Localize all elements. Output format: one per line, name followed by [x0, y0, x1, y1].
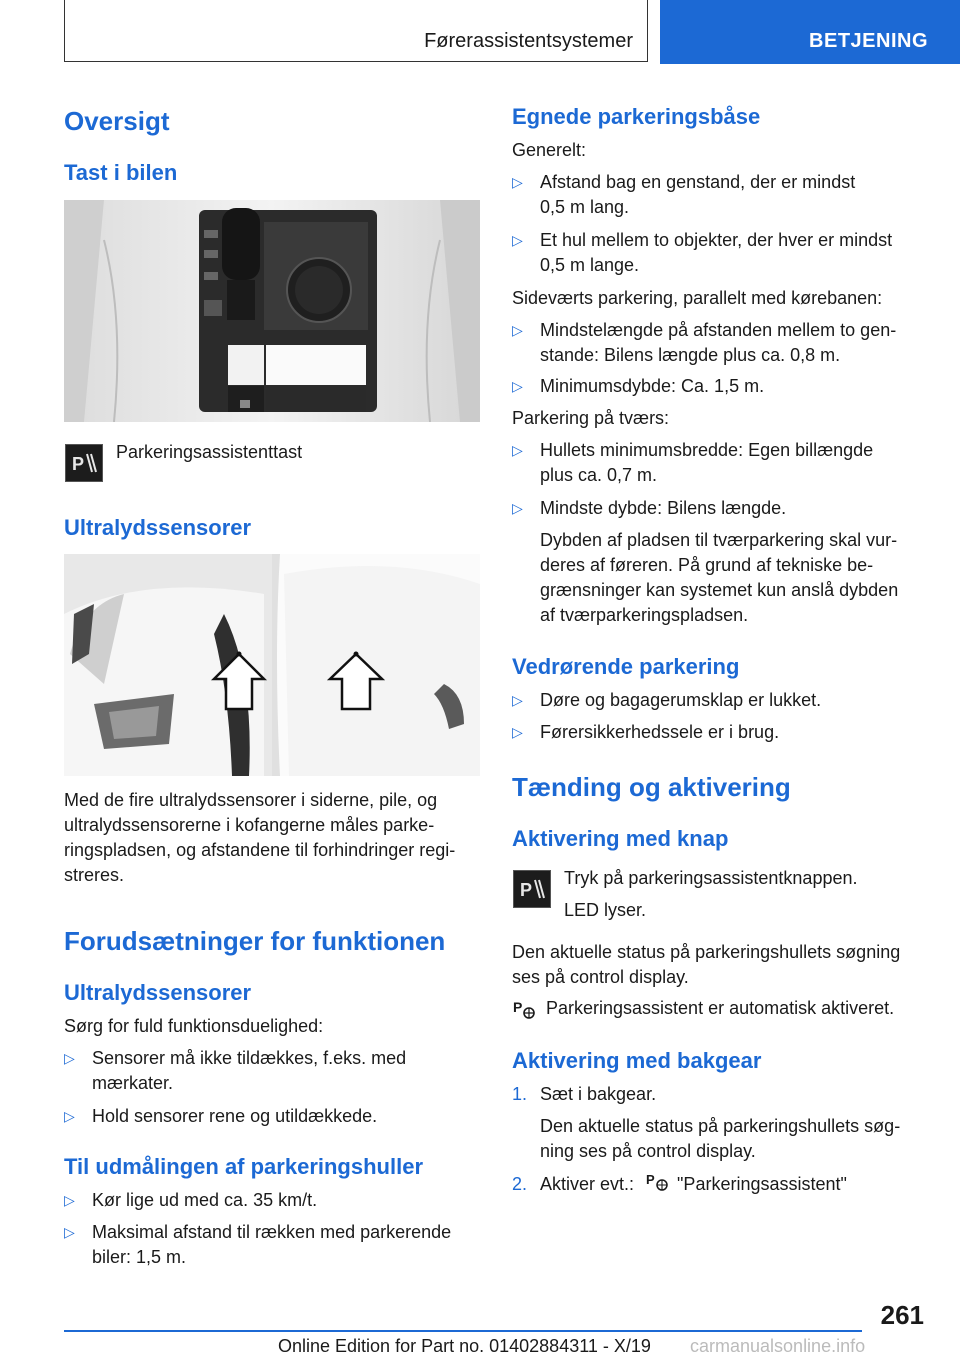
text-line: Dybden af pladsen til tværparkering skal vur‐ — [540, 530, 898, 550]
heading-ultralydssensorer: Ultralydssensorer — [64, 515, 252, 540]
led-text: LED lyser. — [564, 900, 647, 920]
status-paragraph — [512, 940, 932, 990]
list-item: ▷ Kør lige ud med ca. 35 km/t. — [64, 1188, 484, 1213]
list-item: ▷ Sensorer må ikke tildækkes, f.eks. med mærkater. — [64, 1048, 407, 1093]
list-item: ▷ Afstand bag en genstand, der er mindst 0,5 m lang. — [512, 172, 856, 217]
bullet-triangle-icon: ▷ — [64, 1192, 75, 1208]
list-item: ▷ Hullets minimumsbredde: Egen billængde plus ca. 0,7 m. — [512, 440, 874, 485]
step-number: 2. — [512, 1174, 528, 1194]
ultrasonic-sensors-image — [64, 554, 480, 776]
bullet-triangle-icon: ▷ — [512, 378, 523, 394]
text-line: deres af føreren. På grund af tekniske be‐ — [540, 555, 874, 575]
list-item: 1. Sæt i bakgear. — [512, 1082, 932, 1107]
heading-aktivering-knap: Aktivering med knap — [512, 826, 729, 851]
bullet-triangle-icon: ▷ — [512, 174, 523, 190]
center-console-image — [64, 200, 480, 422]
dybden-paragraph — [540, 528, 940, 628]
list-item: ▷ Førersikkerhedssele er i brug. — [512, 720, 932, 745]
list-item: ▷ Hold sensorer rene og utildækkede. — [64, 1104, 484, 1129]
sidevaerts-label: Sideværts parkering, parallelt med kørebanen: — [512, 288, 883, 308]
text-line: ultralydssensorerne i kofangerne måles parke‐ — [64, 815, 435, 835]
text-line: Den aktuelle status på parkeringshullets søg‐ — [540, 1116, 901, 1136]
header-section-box — [64, 0, 648, 62]
list-item: ▷ Maksimal afstand til rækken med parkerende biler: 1,5 m. — [64, 1222, 452, 1267]
bullet-triangle-icon: ▷ — [512, 232, 523, 248]
text-line: ses på control display. — [512, 967, 689, 987]
auto-text: Parkeringsassistent er automatisk aktiveret. — [546, 998, 895, 1018]
svg-text:P: P — [646, 1172, 655, 1187]
heading-tast-i-bilen: Tast i bilen — [64, 160, 178, 185]
list-item: ▷ Et hul mellem to objekter, der hver er mindst 0,5 m lange. — [512, 230, 893, 275]
list-item: 2. Aktiver evt.: P "Parkeringsassistent" — [512, 1172, 932, 1197]
heading-aktivering-bakgear: Aktivering med bakgear — [512, 1048, 762, 1073]
text-line: grænsninger kan systemet kun anslå dybden — [540, 580, 899, 600]
step1-detail — [540, 1114, 940, 1164]
parking-assistant-symbol-icon — [512, 998, 538, 1020]
parking-assistant-button-icon — [513, 870, 551, 908]
list-item: ▷ Døre og bagagerumsklap er lukket. — [512, 688, 932, 713]
list-item: ▷ Mindste dybde: Bilens længde. — [512, 496, 932, 521]
bullet-triangle-icon: ▷ — [512, 692, 523, 708]
heading-ultralydssensorer-2: Ultralydssensorer — [64, 980, 252, 1005]
header-section-title: Førerassistentsystemer — [424, 30, 633, 52]
bullet-triangle-icon: ▷ — [64, 1050, 75, 1066]
page-number: 261 — [880, 1300, 924, 1330]
parking-assistant-button-icon — [65, 444, 103, 482]
text-line: af tværparkeringspladsen. — [540, 605, 749, 625]
bullet-triangle-icon: ▷ — [512, 442, 523, 458]
parking-assistant-symbol-icon — [645, 1172, 671, 1190]
bullet-triangle-icon: ▷ — [512, 724, 523, 740]
heading-egnede-parkeringsbase: Egnede parkeringsbåse — [512, 104, 761, 129]
sorg-text: Sørg for fuld funktionsduelighed: — [64, 1016, 324, 1036]
footer-edition: Online Edition for Part no. 01402884311 - X/19 — [278, 1336, 651, 1356]
step-number: 1. — [512, 1084, 528, 1104]
bullet-triangle-icon: ▷ — [64, 1224, 75, 1240]
ultralyd-paragraph — [64, 788, 484, 888]
svg-text:P: P — [513, 999, 523, 1015]
heading-vedroerende-parkering: Vedrørende parkering — [512, 654, 740, 679]
text-line: ringspladsen, og afstandene til forhindringer regi‐ — [64, 840, 456, 860]
bullet-triangle-icon: ▷ — [512, 500, 523, 516]
header-chapter-title: BETJENING — [809, 30, 928, 52]
button-caption: Parkeringsassistenttast — [116, 442, 303, 462]
list-item: ▷ Minimumsdybde: Ca. 1,5 m. — [512, 374, 932, 399]
footer-divider — [64, 1330, 862, 1332]
heading-forudsaetninger: Forudsætninger for funktionen — [64, 926, 446, 956]
text-line: streres. — [64, 865, 125, 885]
tryk-text: Tryk på parkeringsassistentknappen. — [564, 868, 858, 888]
text-line: Den aktuelle status på parkeringshullets søgning — [512, 942, 901, 962]
watermark: carmanualsonline.info — [690, 1336, 866, 1356]
list-item: ▷ Mindstelængde på afstanden mellem to gen‐ stande: Bilens længde plus ca. 0,8 m. — [512, 320, 897, 365]
svg-text:P: P — [72, 454, 85, 474]
tvaers-label: Parkering på tværs: — [512, 408, 670, 428]
svg-text:P: P — [520, 880, 533, 900]
header-chapter-tab — [660, 0, 960, 64]
bullet-triangle-icon: ▷ — [512, 322, 523, 338]
heading-oversigt: Oversigt — [64, 106, 170, 136]
bullet-triangle-icon: ▷ — [64, 1108, 75, 1124]
text-line: Med de fire ultralydssensorer i siderne, pile, og — [64, 790, 438, 810]
text-line: ning ses på control display. — [540, 1141, 756, 1161]
heading-taending: Tænding og aktivering — [512, 772, 791, 802]
generelt-label: Generelt: — [512, 140, 587, 160]
heading-udmaling: Til udmålingen af parkeringshuller — [64, 1154, 424, 1179]
